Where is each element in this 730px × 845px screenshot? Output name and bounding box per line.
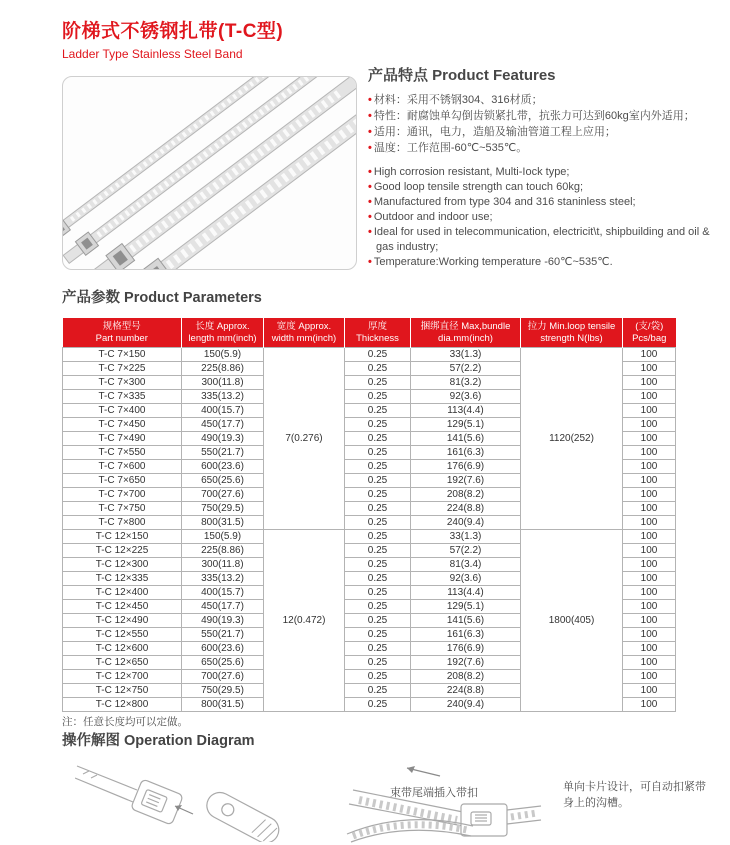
- col-label-zh: 拉力 Min.loop tensile: [527, 321, 616, 332]
- cell-thickness: 0.25: [345, 544, 411, 558]
- feature-item: • 材料：采用不锈钢304、316材质；: [368, 92, 728, 108]
- cell-pcs: 100: [623, 516, 676, 530]
- cell-bundle-dia: 92(3.6): [411, 390, 521, 404]
- cell-length: 450(17.7): [182, 418, 264, 432]
- cell-pcs: 100: [623, 502, 676, 516]
- cell-part-number: T-C 7×750: [63, 502, 182, 516]
- cell-thickness: 0.25: [345, 530, 411, 544]
- cell-thickness: 0.25: [345, 656, 411, 670]
- cell-part-number: T-C 12×750: [63, 684, 182, 698]
- col-label-zh: 宽度 Approx.: [276, 321, 332, 332]
- cell-pcs: 100: [623, 656, 676, 670]
- cell-part-number: T-C 12×335: [63, 572, 182, 586]
- cell-bundle-dia: 176(6.9): [411, 642, 521, 656]
- cell-pcs: 100: [623, 390, 676, 404]
- cell-part-number: T-C 12×800: [63, 698, 182, 712]
- cell-part-number: T-C 12×400: [63, 586, 182, 600]
- cell-bundle-dia: 208(8.2): [411, 488, 521, 502]
- cell-part-number: T-C 7×800: [63, 516, 182, 530]
- cell-bundle-dia: 192(7.6): [411, 656, 521, 670]
- cell-pcs: 100: [623, 558, 676, 572]
- feature-item: • Ideal for used in telecommunication, electricit\t, shipbuilding and oil & gas industry;: [368, 225, 728, 255]
- cell-part-number: T-C 7×400: [63, 404, 182, 418]
- col-label-en: Thickness: [356, 332, 399, 344]
- parameters-table-body: [63, 348, 676, 712]
- page-subtitle: Ladder Type Stainless Steel Band: [62, 47, 243, 61]
- cell-pcs: 100: [623, 698, 676, 712]
- cell-length: 225(8.86): [182, 544, 264, 558]
- cell-bundle-dia: 113(4.4): [411, 586, 521, 600]
- cell-length: 600(23.6): [182, 642, 264, 656]
- col-label-zh: 捆绑直径 Max,bundle: [420, 321, 511, 332]
- cell-length: 750(29.5): [182, 502, 264, 516]
- cell-thickness: 0.25: [345, 432, 411, 446]
- title-block: [62, 20, 283, 62]
- cell-thickness: 0.25: [345, 572, 411, 586]
- cell-length: 800(31.5): [182, 516, 264, 530]
- cell-bundle-dia: 192(7.6): [411, 474, 521, 488]
- cell-part-number: T-C 7×450: [63, 418, 182, 432]
- cell-bundle-dia: 176(6.9): [411, 460, 521, 474]
- cell-width-merged: 7(0.276): [264, 348, 345, 530]
- cell-strength-merged: 1120(252): [521, 348, 623, 530]
- cell-thickness: 0.25: [345, 628, 411, 642]
- cell-part-number: T-C 7×700: [63, 488, 182, 502]
- cell-length: 335(13.2): [182, 390, 264, 404]
- cell-thickness: 0.25: [345, 600, 411, 614]
- cell-length: 700(27.6): [182, 488, 264, 502]
- cell-part-number: T-C 12×650: [63, 656, 182, 670]
- cell-part-number: T-C 12×600: [63, 642, 182, 656]
- col-label-zh: 厚度: [367, 321, 387, 332]
- cell-strength-merged: 1800(405): [521, 530, 623, 712]
- cell-length: 800(31.5): [182, 698, 264, 712]
- feature-item: • Good loop tensile strength can touch 60kg;: [368, 180, 728, 195]
- cell-part-number: T-C 7×300: [63, 376, 182, 390]
- cell-bundle-dia: 240(9.4): [411, 698, 521, 712]
- cell-length: 335(13.2): [182, 572, 264, 586]
- col-length: [182, 318, 264, 348]
- col-label-zh: 长度 Approx.: [195, 321, 250, 332]
- col-label-en: Pcs/bag: [632, 332, 667, 344]
- cell-thickness: 0.25: [345, 698, 411, 712]
- feature-item: • High corrosion resistant, Multi-Iock type;: [368, 165, 728, 180]
- cell-length: 225(8.86): [182, 362, 264, 376]
- cell-width-merged: 12(0.472): [264, 530, 345, 712]
- col-label-en: dia.mm(inch): [438, 332, 493, 344]
- cell-length: 150(5.9): [182, 348, 264, 362]
- cell-bundle-dia: 33(1.3): [411, 348, 521, 362]
- parameters-table: [62, 318, 676, 712]
- cell-thickness: 0.25: [345, 474, 411, 488]
- cell-pcs: 100: [623, 600, 676, 614]
- features-list-zh: [368, 92, 728, 156]
- cell-pcs: 100: [623, 642, 676, 656]
- cell-thickness: 0.25: [345, 516, 411, 530]
- cell-thickness: 0.25: [345, 502, 411, 516]
- caption-line: 单向卡片设计，可自动扣紧带: [563, 781, 706, 793]
- cell-length: 700(27.6): [182, 670, 264, 684]
- cell-bundle-dia: 141(5.6): [411, 614, 521, 628]
- caption-line: 身上的沟槽。: [563, 797, 629, 809]
- col-label-en: Part number: [95, 332, 148, 344]
- features-heading: 产品特点 Product Features: [368, 67, 556, 84]
- cell-pcs: 100: [623, 446, 676, 460]
- cell-pcs: 100: [623, 614, 676, 628]
- cell-bundle-dia: 81(3.4): [411, 558, 521, 572]
- cell-bundle-dia: 141(5.6): [411, 432, 521, 446]
- cell-bundle-dia: 161(6.3): [411, 446, 521, 460]
- table-note: 注：任意长度均可以定做。: [62, 716, 188, 728]
- cell-pcs: 100: [623, 404, 676, 418]
- cell-length: 750(29.5): [182, 684, 264, 698]
- col-label-zh: (支/袋): [635, 321, 664, 332]
- feature-item: • Temperature:Working temperature -60℃~535℃.: [368, 255, 728, 270]
- cell-thickness: 0.25: [345, 446, 411, 460]
- feature-item: • 特性：耐腐蚀单勾倒齿锁紧扎带，抗张力可达到60kg室内外适用；: [368, 108, 728, 124]
- cell-pcs: 100: [623, 348, 676, 362]
- cell-thickness: 0.25: [345, 558, 411, 572]
- cable-ties-illustration: [63, 77, 356, 269]
- diagram-self-lock: [345, 760, 545, 845]
- cell-part-number: T-C 12×150: [63, 530, 182, 544]
- operation-heading: 操作解图 Operation Diagram: [62, 733, 255, 749]
- cell-pcs: 100: [623, 376, 676, 390]
- cell-thickness: 0.25: [345, 390, 411, 404]
- cell-pcs: 100: [623, 460, 676, 474]
- cell-part-number: T-C 7×490: [63, 432, 182, 446]
- features-list-en: [368, 165, 728, 270]
- cell-bundle-dia: 224(8.8): [411, 502, 521, 516]
- cell-thickness: 0.25: [345, 586, 411, 600]
- col-pcs-per-bag: [623, 318, 676, 348]
- cell-bundle-dia: 208(8.2): [411, 670, 521, 684]
- cell-thickness: 0.25: [345, 684, 411, 698]
- cell-part-number: T-C 12×700: [63, 670, 182, 684]
- cell-pcs: 100: [623, 586, 676, 600]
- cell-bundle-dia: 57(2.2): [411, 362, 521, 376]
- col-thickness: [345, 318, 411, 348]
- cell-bundle-dia: 33(1.3): [411, 530, 521, 544]
- cell-part-number: T-C 7×225: [63, 362, 182, 376]
- table-row: [63, 348, 676, 362]
- cell-bundle-dia: 57(2.2): [411, 544, 521, 558]
- cell-pcs: 100: [623, 544, 676, 558]
- cell-pcs: 100: [623, 670, 676, 684]
- cell-thickness: 0.25: [345, 460, 411, 474]
- cell-length: 150(5.9): [182, 530, 264, 544]
- cell-pcs: 100: [623, 488, 676, 502]
- cell-thickness: 0.25: [345, 642, 411, 656]
- cell-part-number: T-C 12×490: [63, 614, 182, 628]
- parameters-table-header: [63, 318, 676, 348]
- cell-length: 450(17.7): [182, 600, 264, 614]
- cell-thickness: 0.25: [345, 488, 411, 502]
- cell-bundle-dia: 161(6.3): [411, 628, 521, 642]
- cell-length: 600(23.6): [182, 460, 264, 474]
- cell-thickness: 0.25: [345, 614, 411, 628]
- cell-length: 550(21.7): [182, 446, 264, 460]
- cell-length: 300(11.8): [182, 376, 264, 390]
- cell-length: 300(11.8): [182, 558, 264, 572]
- cell-length: 400(15.7): [182, 404, 264, 418]
- cell-part-number: T-C 7×650: [63, 474, 182, 488]
- caption-self-lock: [563, 779, 725, 811]
- cell-pcs: 100: [623, 474, 676, 488]
- cell-pcs: 100: [623, 572, 676, 586]
- product-features-section: [368, 66, 728, 270]
- cell-thickness: 0.25: [345, 362, 411, 376]
- caption-insert-tail: 束带尾端插入带扣: [390, 787, 478, 799]
- cell-part-number: T-C 12×300: [63, 558, 182, 572]
- cell-length: 490(19.3): [182, 614, 264, 628]
- cell-thickness: 0.25: [345, 418, 411, 432]
- feature-item: • 适用：通讯，电力，造船及输油管道工程上应用；: [368, 124, 728, 140]
- cell-bundle-dia: 129(5.1): [411, 600, 521, 614]
- page-title: 阶梯式不锈钢扎带(T-C型): [62, 21, 284, 42]
- cell-length: 550(21.7): [182, 628, 264, 642]
- table-row: [63, 530, 676, 544]
- col-label-en: length mm(inch): [188, 332, 257, 344]
- cell-pcs: 100: [623, 628, 676, 642]
- cell-pcs: 100: [623, 432, 676, 446]
- cell-bundle-dia: 113(4.4): [411, 404, 521, 418]
- cell-length: 400(15.7): [182, 586, 264, 600]
- cell-pcs: 100: [623, 362, 676, 376]
- cell-pcs: 100: [623, 530, 676, 544]
- col-width: [264, 318, 345, 348]
- cell-bundle-dia: 92(3.6): [411, 572, 521, 586]
- product-photo: [62, 76, 357, 270]
- feature-item: • Manufactured from type 304 and 316 staninless steel;: [368, 195, 728, 210]
- cell-thickness: 0.25: [345, 376, 411, 390]
- cell-part-number: T-C 12×450: [63, 600, 182, 614]
- cell-part-number: T-C 7×335: [63, 390, 182, 404]
- cell-part-number: T-C 12×225: [63, 544, 182, 558]
- cell-bundle-dia: 81(3.2): [411, 376, 521, 390]
- cell-length: 490(19.3): [182, 432, 264, 446]
- diagram-insert-tail: [75, 762, 355, 842]
- cell-part-number: T-C 7×550: [63, 446, 182, 460]
- feature-item: • 温度：工作范围-60℃~535℃。: [368, 140, 728, 156]
- col-label-zh: 规格型号: [102, 321, 141, 332]
- col-bundle-dia: [411, 318, 521, 348]
- cell-thickness: 0.25: [345, 404, 411, 418]
- cell-pcs: 100: [623, 418, 676, 432]
- cell-part-number: T-C 7×600: [63, 460, 182, 474]
- cell-bundle-dia: 224(8.8): [411, 684, 521, 698]
- col-tensile-strength: [521, 318, 623, 348]
- cell-part-number: T-C 7×150: [63, 348, 182, 362]
- col-label-en: width mm(inch): [271, 332, 337, 344]
- col-part-number: [63, 318, 182, 348]
- cell-thickness: 0.25: [345, 670, 411, 684]
- cell-pcs: 100: [623, 684, 676, 698]
- cell-bundle-dia: 129(5.1): [411, 418, 521, 432]
- cell-length: 650(25.6): [182, 474, 264, 488]
- cell-length: 650(25.6): [182, 656, 264, 670]
- cell-thickness: 0.25: [345, 348, 411, 362]
- parameters-heading: 产品参数 Product Parameters: [62, 290, 262, 306]
- feature-item: • Outdoor and indoor use;: [368, 210, 728, 225]
- cell-part-number: T-C 12×550: [63, 628, 182, 642]
- cell-bundle-dia: 240(9.4): [411, 516, 521, 530]
- col-label-en: strength N(lbs): [540, 332, 603, 344]
